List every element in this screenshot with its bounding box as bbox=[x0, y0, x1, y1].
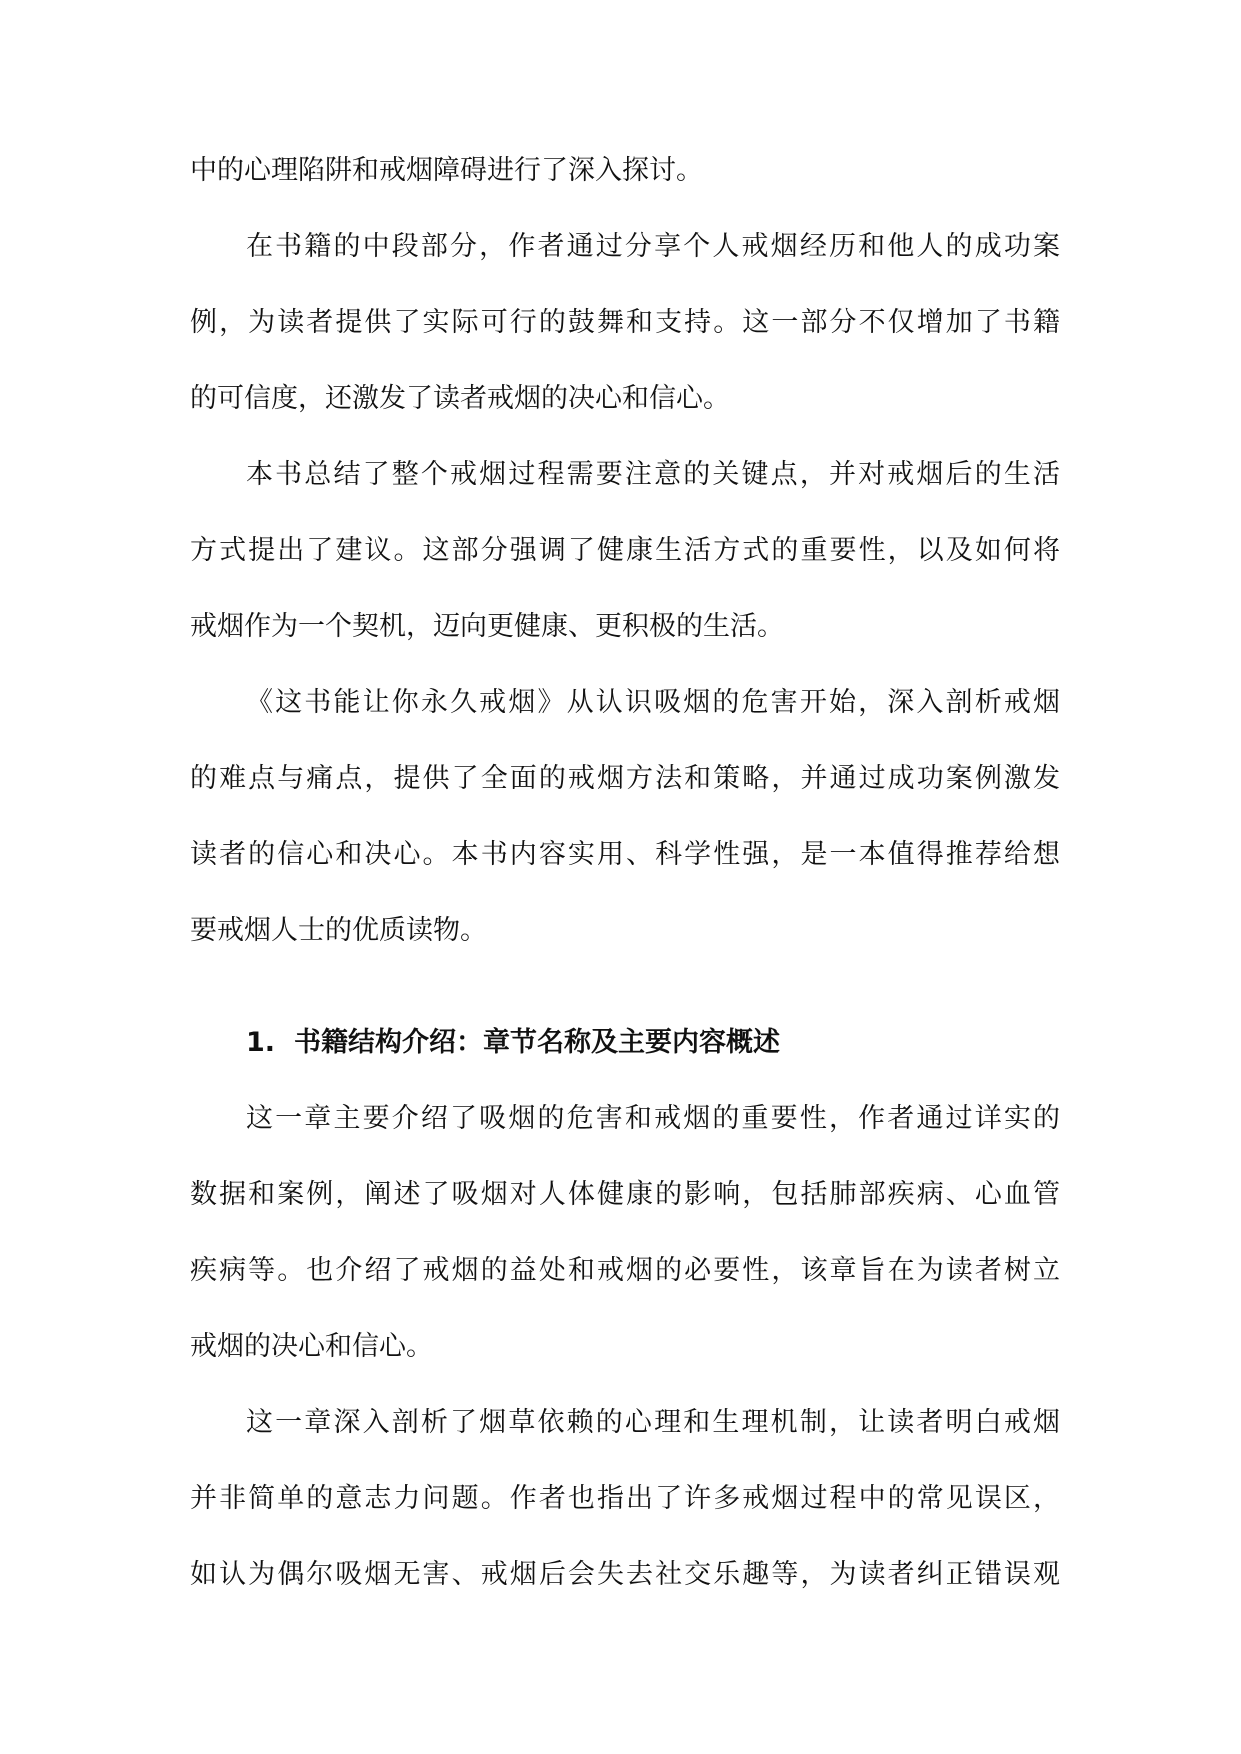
paragraph-line: 本书总结了整个戒烟过程需要注意的关键点，并对戒烟后的生活 bbox=[246, 459, 1060, 490]
section-heading bbox=[246, 1005, 780, 1081]
paragraph-line: 的可信度，还激发了读者戒烟的决心和信心。 bbox=[190, 383, 730, 414]
paragraph-line: 例，为读者提供了实际可行的鼓舞和支持。这一部分不仅增加了书籍 bbox=[190, 307, 1060, 338]
paragraph-line: 中的心理陷阱和戒烟障碍进行了深入探讨。 bbox=[190, 155, 703, 186]
paragraph-line: 疾病等。也介绍了戒烟的益处和戒烟的必要性，该章旨在为读者树立 bbox=[190, 1255, 1060, 1286]
paragraph-line: 读者的信心和决心。本书内容实用、科学性强，是一本值得推荐给想 bbox=[190, 839, 1060, 870]
paragraph-line: 方式提出了建议。这部分强调了健康生活方式的重要性，以及如何将 bbox=[190, 535, 1060, 566]
paragraph-line: 并非简单的意志力问题。作者也指出了许多戒烟过程中的常见误区， bbox=[190, 1483, 1060, 1514]
paragraph-line: 如认为偶尔吸烟无害、戒烟后会失去社交乐趣等，为读者纠正错误观 bbox=[190, 1559, 1060, 1590]
section-title: 书籍结构介绍：章节名称及主要内容概述 bbox=[294, 1027, 780, 1058]
paragraph-line: 这一章主要介绍了吸烟的危害和戒烟的重要性，作者通过详实的 bbox=[246, 1103, 1060, 1134]
paragraph-line: 戒烟作为一个契机，迈向更健康、更积极的生活。 bbox=[190, 611, 784, 642]
paragraph-line: 数据和案例，阐述了吸烟对人体健康的影响，包括肺部疾病、心血管 bbox=[190, 1179, 1060, 1210]
paragraph-line: 的难点与痛点，提供了全面的戒烟方法和策略，并通过成功案例激发 bbox=[190, 763, 1060, 794]
paragraph-line: 在书籍的中段部分，作者通过分享个人戒烟经历和他人的成功案 bbox=[246, 231, 1060, 262]
paragraph-line: 戒烟的决心和信心。 bbox=[190, 1331, 433, 1362]
section-number: 1. bbox=[246, 1027, 276, 1058]
paragraph-line: 要戒烟人士的优质读物。 bbox=[190, 915, 487, 946]
paragraph-line: 这一章深入剖析了烟草依赖的心理和生理机制，让读者明白戒烟 bbox=[246, 1407, 1060, 1438]
paragraph-line: 《这书能让你永久戒烟》从认识吸烟的危害开始，深入剖析戒烟 bbox=[246, 687, 1060, 718]
